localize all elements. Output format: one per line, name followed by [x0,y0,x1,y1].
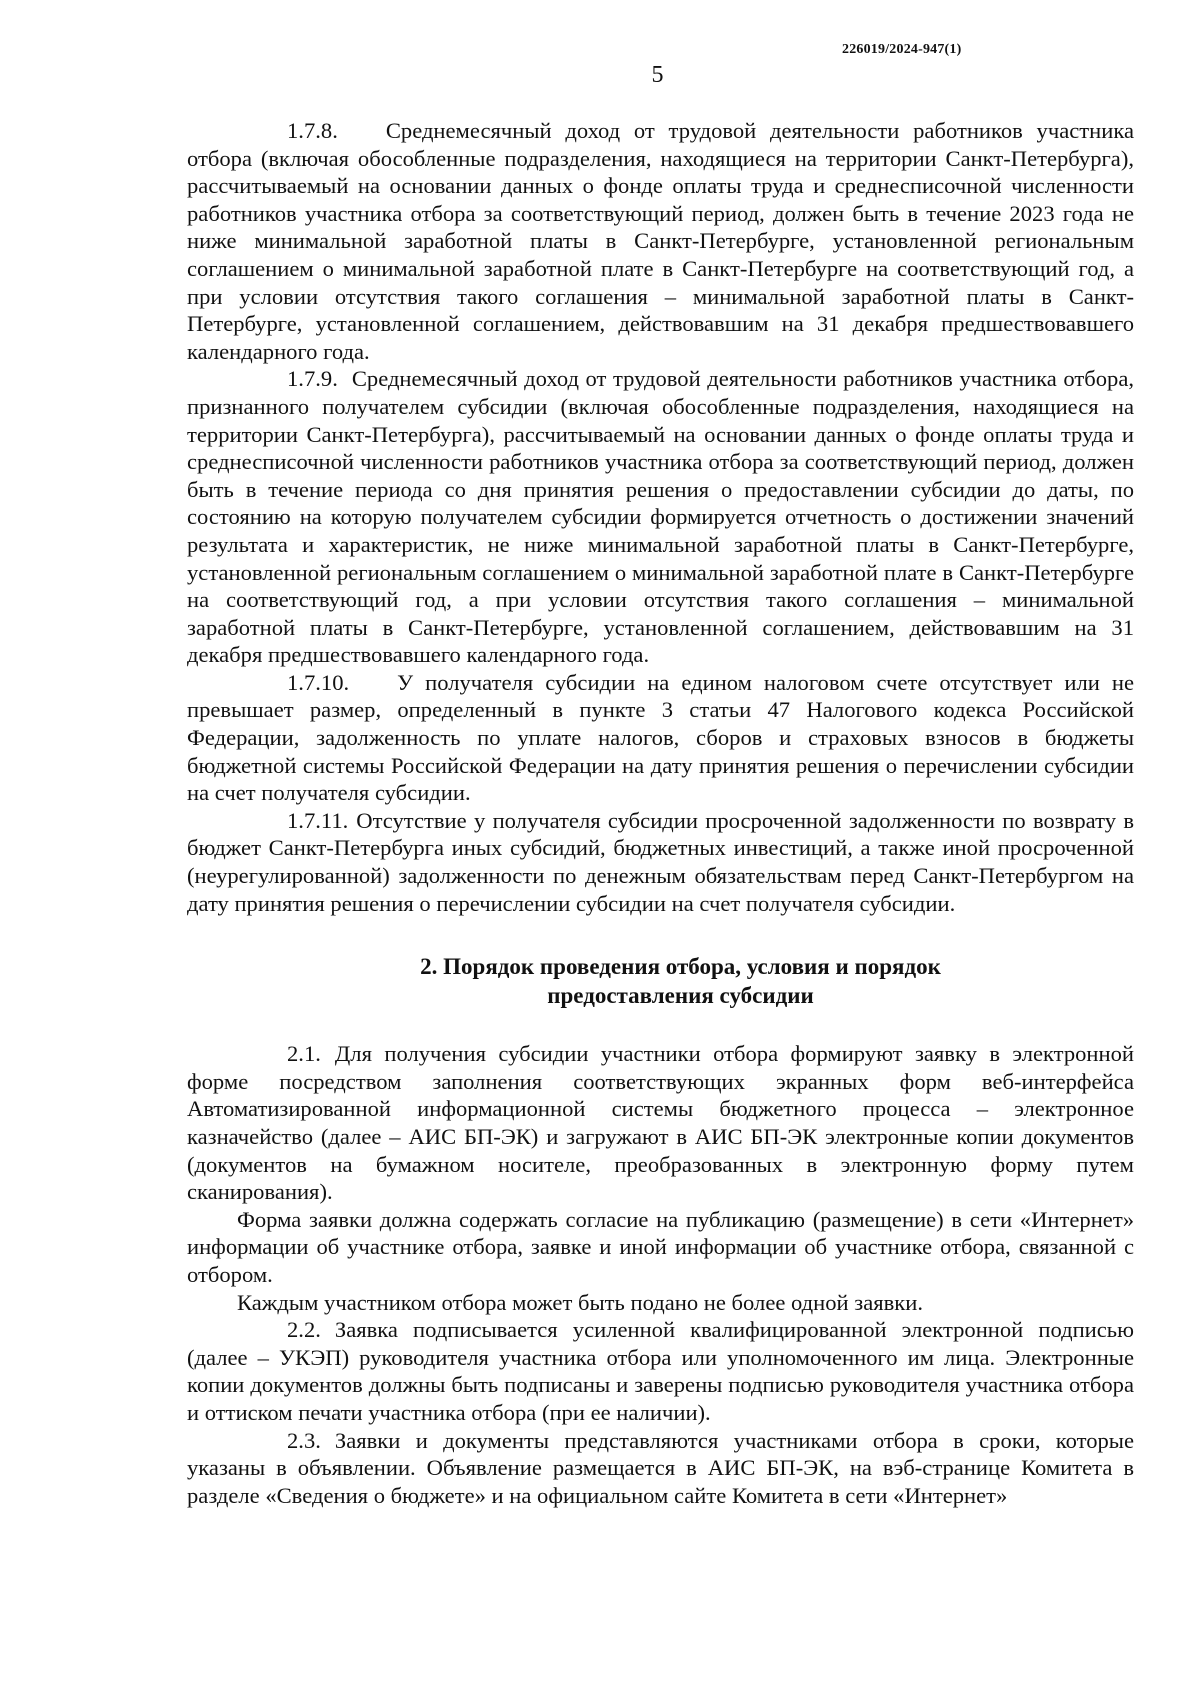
paragraph-1-7-10 [187,669,1134,807]
clause-number: 2.1. [287,1041,321,1067]
clause-text: У получателя субсидии на едином налоговом счете отсутствует или не превышает размер, определенный в пункте 3 статьи 47 Налогового кодекса Российской Федерации, задолженность по уплате налогов, сборов и страховых взносов в бюджеты бюджетной системы Российской Федерации на дату принятия решения о перечислении субсидии на счет получателя субсидии. [187,669,1134,806]
section-heading-line-1: 2. Порядок проведения отбора, условия и порядок [420,954,941,980]
section-heading [187,952,1134,1010]
paragraph-1-7-11 [187,807,1134,917]
clause-number: 1.7.9. [287,366,338,392]
paragraph-1-7-8 [187,117,1134,365]
paragraph-1-7-9 [187,365,1134,669]
paragraph-text: Каждым участником отбора может быть подано не более одной заявки. [237,1289,924,1315]
paragraph-2-1 [187,1040,1134,1206]
clause-text: Для получения субсидии участники отбора формируют заявку в электронной форме посредством заполнения соответствующих экранных форм веб-интерфейса Автоматизированной информационной системы бюджетного процесса – электронное казначейство (далее – АИС БП-ЭК) и загружают в АИС БП-ЭК электронные копии документов (документов на бумажном носителе, преобразованных в электронную форму путем сканирования). [187,1041,1134,1205]
clause-number: 2.3. [287,1427,321,1453]
clause-number: 1.7.8. [287,118,338,143]
paragraph-one-application [187,1289,1134,1317]
paragraph-2-2 [187,1316,1134,1426]
document-reference-number: 226019/2024-947(1) [842,42,962,57]
clause-number: 2.2. [287,1317,321,1343]
clause-text: Заявки и документы представляются участниками отбора в сроки, которые указаны в объявлении. Объявление размещается в АИС БП-ЭК, на вэб-странице Комитета в разделе «Сведения о бюджете» и на официальном сайте Комитета в сети «Интернет» [187,1427,1134,1508]
clause-text: Отсутствие у получателя субсидии просроченной задолженности по возврату в бюджет Санкт-Петербурга иных субсидий, бюджетных инвестиций, а также иной просроченной (неурегулированной) задолженности по денежным обязательствам перед Санкт-Петербургом на дату принятия решения о перечислении субсидии на счет получателя субсидии. [187,807,1134,916]
page-number: 5 [651,62,664,88]
section-heading-line-2: предоставления субсидии [547,983,814,1009]
clause-number: 1.7.10. [287,669,350,695]
paragraph-text: Форма заявки должна содержать согласие на публикацию (размещение) в сети «Интернет» информации об участнике отбора, заявке и иной информации об участнике отбора, связанной с отбором. [187,1206,1134,1287]
clause-number: 1.7.11. [287,807,349,833]
clause-text: Среднемесячный доход от трудовой деятельности работников участника отбора (включая обособленные подразделения, находящиеся на территории Санкт-Петербурга), рассчитываемый на основании данных о фонде оплаты труда и среднесписочной численности работников участника отбора за соответствующий период, должен быть в течение 2023 года не ниже минимальной заработной платы в Санкт-Петербурге, установленной региональным соглашением о минимальной заработной плате в Санкт-Петербурге на соответствующий год, а при условии отсутствия такого соглашения – минимальной заработной платы в Санкт-Петербурге, установленной соглашением, действовавшим на 31 декабря предшествовавшего календарного года. [187,118,1134,364]
paragraph-2-3 [187,1427,1134,1510]
paragraph-application-form [187,1206,1134,1289]
clause-text: Заявка подписывается усиленной квалифицированной электронной подписью (далее – УКЭП) руководителя участника отбора или уполномоченного им лица. Электронные копии документов должны быть подписаны и заверены подписью руководителя участника отбора и оттиском печати участника отбора (при ее наличии). [187,1317,1134,1425]
clause-text: Среднемесячный доход от трудовой деятельности работников участника отбора, признанного получателем субсидии (включая обособленные подразделения, находящиеся на территории Санкт-Петербурга), рассчитываемый на основании данных о фонде оплаты труда и среднесписочной численности работников участника отбора за соответствующий период, должен быть в течение периода со дня принятия решения о предоставлении субсидии до даты, по состоянию на которую получателем субсидии формируется отчетность о достижении значений результата и характеристик, не ниже минимальной заработной платы в Санкт-Петербурге, установленной региональным соглашением о минимальной заработной плате в Санкт-Петербурге на соответствующий год, а при условии отсутствия такого соглашения – минимальной заработной платы в Санкт-Петербурге, установленной соглашением, действовавшим на 31 декабря предшествовавшего календарного года. [187,366,1134,668]
document-body [187,117,1134,1509]
